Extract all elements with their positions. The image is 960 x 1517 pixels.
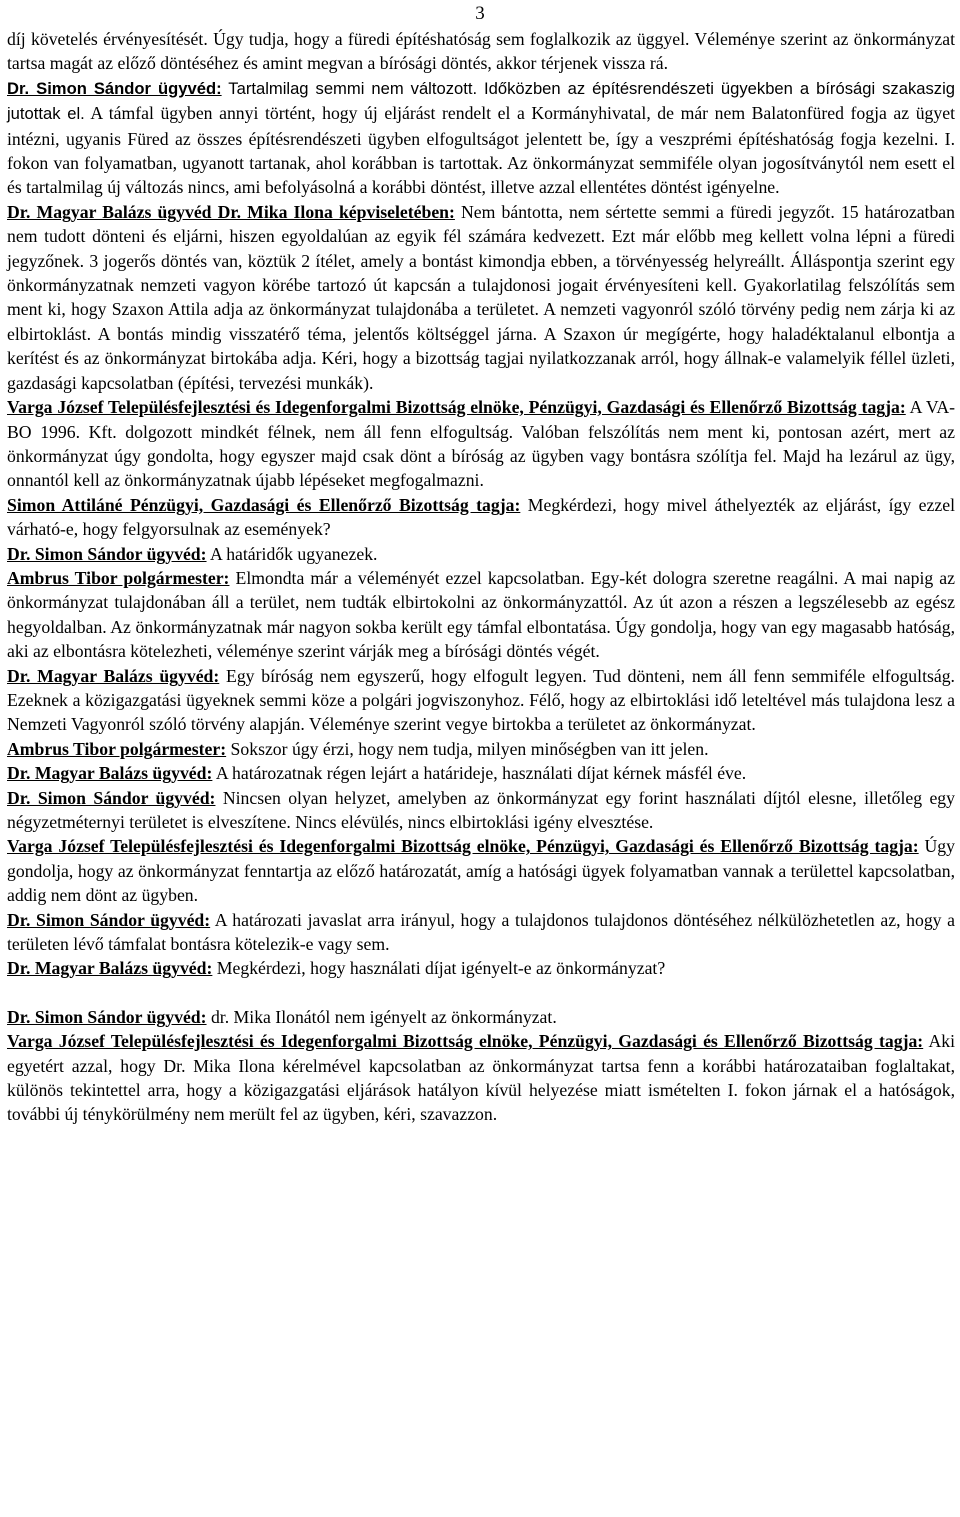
speaker-label: Dr. Magyar Balázs ügyvéd Dr. Mika Ilona képviseletében: — [7, 201, 455, 222]
paragraph-text: Nincsen olyan helyzet, amelyben az önkormányzat egy forint használati díjtól elesne, illetőleg egy négyzetméternyi területet is elveszítene. Nincs elévülés, nincs elbirtoklási igény elvesztése. — [7, 787, 955, 832]
speaker-label: Varga József Településfejlesztési és Idegenforgalmi Bizottság elnöke, Pénzügyi, Gazdasági és Ellenőrző Bizottság tagja: — [7, 1031, 924, 1052]
paragraph-text: díj követelés érvényesítését. Úgy tudja, hogy a füredi építéshatóság sem foglalkozik az üggyel. Véleménye szerint az önkormányzat tartsa magát az előző döntéséhez és amint megvan a bírósági döntés, akkor térjenek vissza rá. — [7, 29, 955, 74]
speaker-label: Simon Attiláné Pénzügyi, Gazdasági és Ellenőrző Bizottság tagja: — [7, 494, 521, 515]
paragraph-10 — [7, 761, 955, 785]
paragraph-text-final: Az önkormányzat semmiféle olyan jogosítványtól nem esett el és tartalmilag új változás nincs, ami befolyásolná a korábbi döntést, illetve azzal ellentétes döntést igényelne. — [7, 153, 955, 198]
paragraph-text: Tartalmilag semmi nem változott. Időközben az építésrendészeti ügyekben a bírósági szakaszig jutottak el. — [7, 78, 955, 124]
paragraph-text: A VA-BO 1996. Kft. dolgozott mindkét félnek, nem áll fenn elfogultság. Valóban felszólítás nem ment ki, pontosan azért, mert az önkormányzat úgy gondolta, hogy egyszer majd csak dönt a bíróság az ügyben vagy bontásra szólítja fel. Majd ha lezárul az ügy, onnantól kell az önkormányzatnak újabb lépéseket megfogalmazni. — [7, 397, 955, 491]
page-number: 3 — [475, 3, 485, 24]
speaker-label: Dr. Simon Sándor ügyvéd: — [7, 909, 211, 930]
minutes-page — [7, 27, 955, 1127]
paragraph-1 — [7, 27, 955, 76]
paragraph-13 — [7, 908, 955, 957]
speaker-label: Dr. Simon Sándor ügyvéd: — [7, 543, 207, 564]
speaker-label: Dr. Magyar Balázs ügyvéd: — [7, 763, 213, 784]
paragraph-text: Úgy gondolja, hogy az önkormányzat fenntartja az előző határozatát, amíg a hatósági ügyek folyamatban vannak a területtel kapcsolatban, addig nem dönt az ügyben. — [7, 836, 955, 906]
paragraph-12 — [7, 834, 955, 907]
paragraph-2 — [7, 76, 955, 200]
paragraph-14 — [7, 956, 955, 980]
paragraph-15 — [7, 1005, 955, 1029]
paragraph-text: A határozatnak régen lejárt a határideje, használati díjat kérnek másfél éve. — [212, 763, 747, 784]
speaker-label: Dr. Magyar Balázs ügyvéd: — [7, 665, 220, 686]
speaker-label: Dr. Simon Sándor ügyvéd: — [7, 1006, 207, 1027]
paragraph-text: A határidők ugyanezek. — [206, 543, 378, 564]
speaker-label: Ambrus Tibor polgármester: — [7, 567, 230, 588]
paragraph-text: A határozati javaslat arra irányul, hogy a tulajdonos tulajdonos döntéséhez nélkülözhetetlen az, hogy a területen lévő támfalat bontásra kötelezik-e vagy sem. — [7, 909, 955, 955]
speaker-label: Varga József Településfejlesztési és Idegenforgalmi Bizottság elnöke, Pénzügyi, Gazdasági és Ellenőrző Bizottság tagja: — [7, 836, 919, 857]
paragraph-4 — [7, 395, 955, 493]
paragraph-text: dr. Mika Ilonától nem igényelt az önkormányzat. — [206, 1006, 557, 1027]
speaker-label: Varga József Településfejlesztési és Idegenforgalmi Bizottság elnöke, Pénzügyi, Gazdasági és Ellenőrző Bizottság tagja: — [7, 397, 906, 418]
paragraph-3 — [7, 200, 955, 395]
paragraph-text: Aki egyetért azzal, hogy Dr. Mika Ilona kérelmével kapcsolatban az önkormányzat tartsa fenn a korábbi határozataiban foglaltakat, különös tekintettel arra, hogy a közigazgatási eljárások hatályon kívül helyezése miatt ismételten I. fokon járnak el a hatóságok, további új ténykörülmény nem merült fel az ügyben, kéri, szavazzon. — [7, 1031, 955, 1125]
paragraph-text: Egy bíróság nem egyszerű, hogy elfogult legyen. Tud dönteni, nem áll fenn semmiféle elfogultság. Ezeknek a közigazgatási ügyeknek semmi köze a polgári jogviszonyhoz. Félő, hogy az elbirtoklási idő leteltével más tulajdona lesz a Nemzeti Vagyonról szóló törvény alapján. Véleménye szerint vegye birtokba a területet az önkormányzat. — [7, 665, 955, 735]
speaker-label: Ambrus Tibor polgármester: — [7, 738, 227, 759]
paragraph-text-continued: A támfal ügyben annyi történt, hogy új eljárást rendelt el a Kormányhivatal, de már nem Balatonfüred fogja az ügyet intézni, ugyanis Füred az összes építésrendészeti ügyben elfogultságot jelentett be, így a veszprémi építéshatóság fogja kezelni. I. fokon van folyamatban, ugyanott tartanak, ahol korábban is tartottak. — [7, 103, 955, 174]
speaker-label: Dr. Magyar Balázs ügyvéd: — [7, 958, 213, 979]
paragraph-6 — [7, 542, 955, 566]
paragraph-text: Sokszor úgy érzi, hogy nem tudja, milyen minőségben van itt jelen. — [226, 738, 709, 759]
paragraph-text: Megkérdezi, hogy mivel áthelyezték az eljárást, így ezzel várható-e, hogy felgyorsulnak az események? — [7, 494, 955, 540]
paragraph-16 — [7, 1029, 955, 1127]
paragraph-text: Megkérdezi, hogy használati díjat igényelt-e az önkormányzat? — [212, 958, 666, 979]
paragraph-text: Nem bántotta, nem sértette semmi a füredi jegyzőt. 15 határozatban nem tudott dönteni és eljárni, hiszen egyoldalúan az egyik fél számára kedvezett. Ezt már előbb meg kellett volna lépni a füredi jegyzőnek. 3 jogerős döntés van, köztük 2 ítélet, amely a bontást kimondja ebben, a törvényesség helyreállt. Álláspontja szerint egy önkormányzatnak nemzeti vagyon körébe tartozó út kapcsán a tulajdonosi jogait érvényesíteni kell. Gyakorlatilag felszólítás sem ment ki, hogy Szaxon Attila adja az önkormányzat tulajdonába a területet. A nemzeti vagyonról szóló törvény pedig nem zárja ki az elbirtoklást. A bontás mindig visszatérő téma, jelentős költséggel járna. A Szaxon úr megígérte, hogy haladéktalanul elbontja a kerítést és az önkormányzat birtokába adja. Kéri, hogy a bizottság tagjai nyilatkozzanak arról, hogy állnak-e valamelyik féllel üzleti, gazdasági kapcsolatban (építési, tervezési munkák). — [7, 201, 955, 393]
speaker-label: Dr. Simon Sándor ügyvéd: — [7, 787, 216, 808]
paragraph-9 — [7, 737, 955, 761]
paragraph-5 — [7, 493, 955, 542]
paragraph-7 — [7, 566, 955, 664]
paragraph-text: Elmondta már a véleményét ezzel kapcsolatban. Egy-két dologra szeretne reagálni. A mai napig az önkormányzat tulajdonában áll a terület, nem tudták elbirtokolni az önkormányzattól. Az út azon a részen a legszélesebb az egész hegyoldalban. Az önkormányzatnak már nagyon sokba került egy támfal elbontatása. Úgy gondolja, hogy van egy magasabb hatóság, aki az elbontásra kötelezheti, véleménye szerint várják meg a bírósági döntés végét. — [7, 567, 955, 662]
paragraph-8 — [7, 664, 955, 737]
paragraph-11 — [7, 786, 955, 835]
speaker-label: Dr. Simon Sándor ügyvéd: — [7, 78, 222, 98]
